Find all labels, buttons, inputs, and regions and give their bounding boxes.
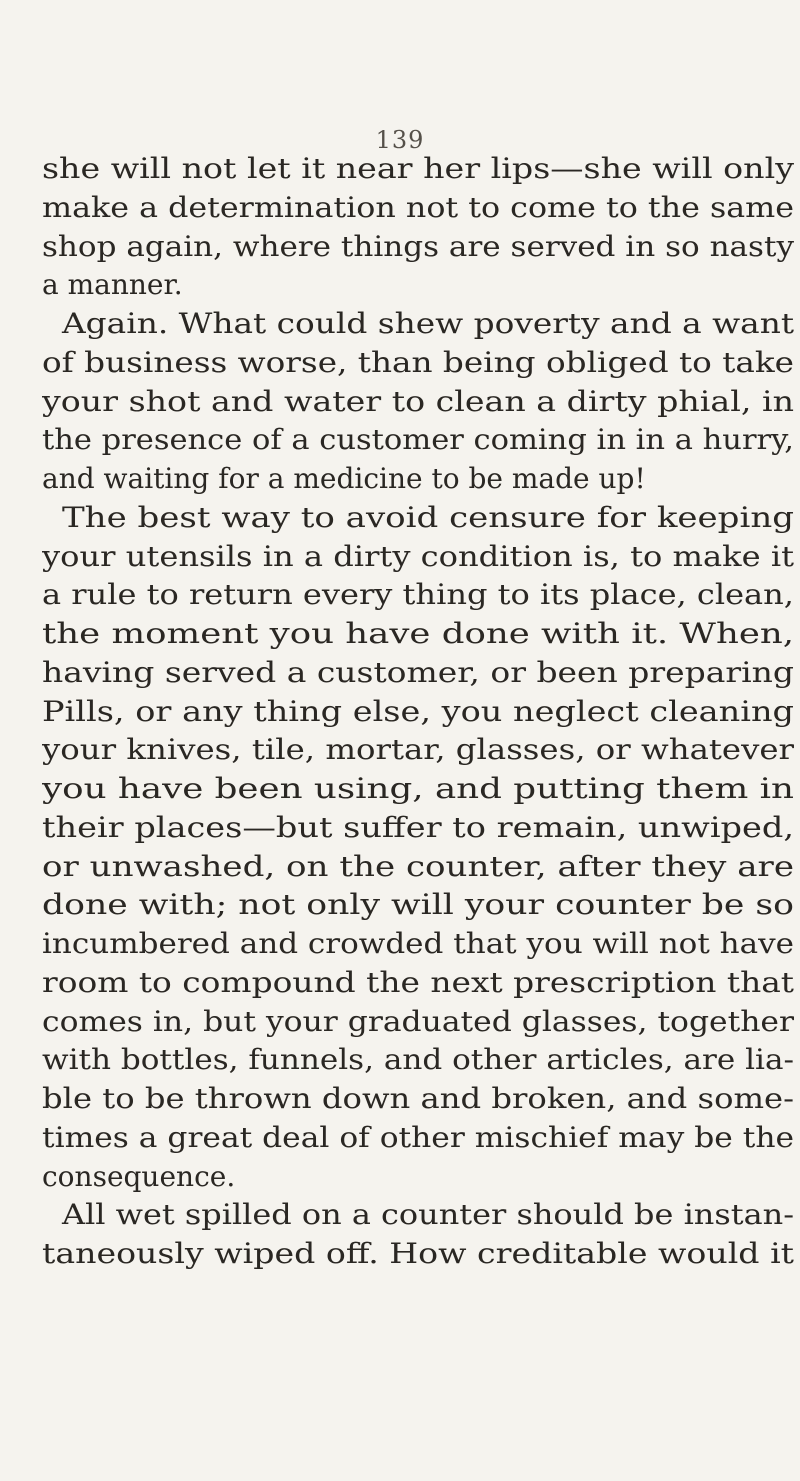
text-line: your knives, tile, mortar, glasses, or whatever xyxy=(42,733,794,767)
text-line: make a determination not to come to the same xyxy=(42,190,794,224)
text-line: room to compound the next prescription that xyxy=(42,965,794,999)
text-line: The best way to avoid censure for keeping xyxy=(62,500,795,534)
text-line: comes in, but your graduated glasses, together xyxy=(42,1004,794,1038)
text-line: taneously wiped off. How creditable would it xyxy=(42,1237,794,1270)
text-line: the moment you have done with it. When, xyxy=(42,617,794,650)
text-line: incumbered and crowded that you will not have xyxy=(42,927,794,960)
text-line: All wet spilled on a counter should be instan- xyxy=(62,1198,794,1232)
text-line: Again. What could shew poverty and a want xyxy=(62,307,794,340)
text-line: a manner. xyxy=(42,268,183,302)
text-line: and waiting for a medicine to be made up! xyxy=(42,462,646,495)
text-line: or unwashed, on the counter, after they are xyxy=(42,849,794,883)
text-line: having served a customer, or been preparing xyxy=(42,655,794,689)
text-line: shop again, where things are served in so nasty xyxy=(42,229,794,263)
text-line: the presence of a customer coming in in a hurry, xyxy=(42,423,794,457)
page-number: 139 xyxy=(375,126,425,154)
body-text xyxy=(42,150,800,1274)
text-line: your utensils in a dirty condition is, to make it xyxy=(42,539,794,573)
text-line: of business worse, than being obliged to take xyxy=(42,345,794,379)
text-line: their places—but suffer to remain, unwiped, xyxy=(42,810,794,844)
text-line: ble to be thrown down and broken, and some- xyxy=(42,1082,794,1115)
text-line: you have been using, and putting them in xyxy=(42,772,794,805)
text-line: done with; not only will your counter be so xyxy=(42,888,794,922)
text-line: a rule to return every thing to its place, clean, xyxy=(42,578,794,612)
text-line: she will not let it near her lips—she will only xyxy=(42,152,794,185)
text-line: consequence. xyxy=(42,1159,236,1193)
text-line: Pills, or any thing else, you neglect cleaning xyxy=(42,694,794,728)
text-line: your shot and water to clean a dirty phial, in xyxy=(42,384,794,418)
text-line: with bottles, funnels, and other articles, are lia- xyxy=(42,1043,794,1077)
text-line: times a great deal of other mischief may be the xyxy=(42,1120,794,1154)
